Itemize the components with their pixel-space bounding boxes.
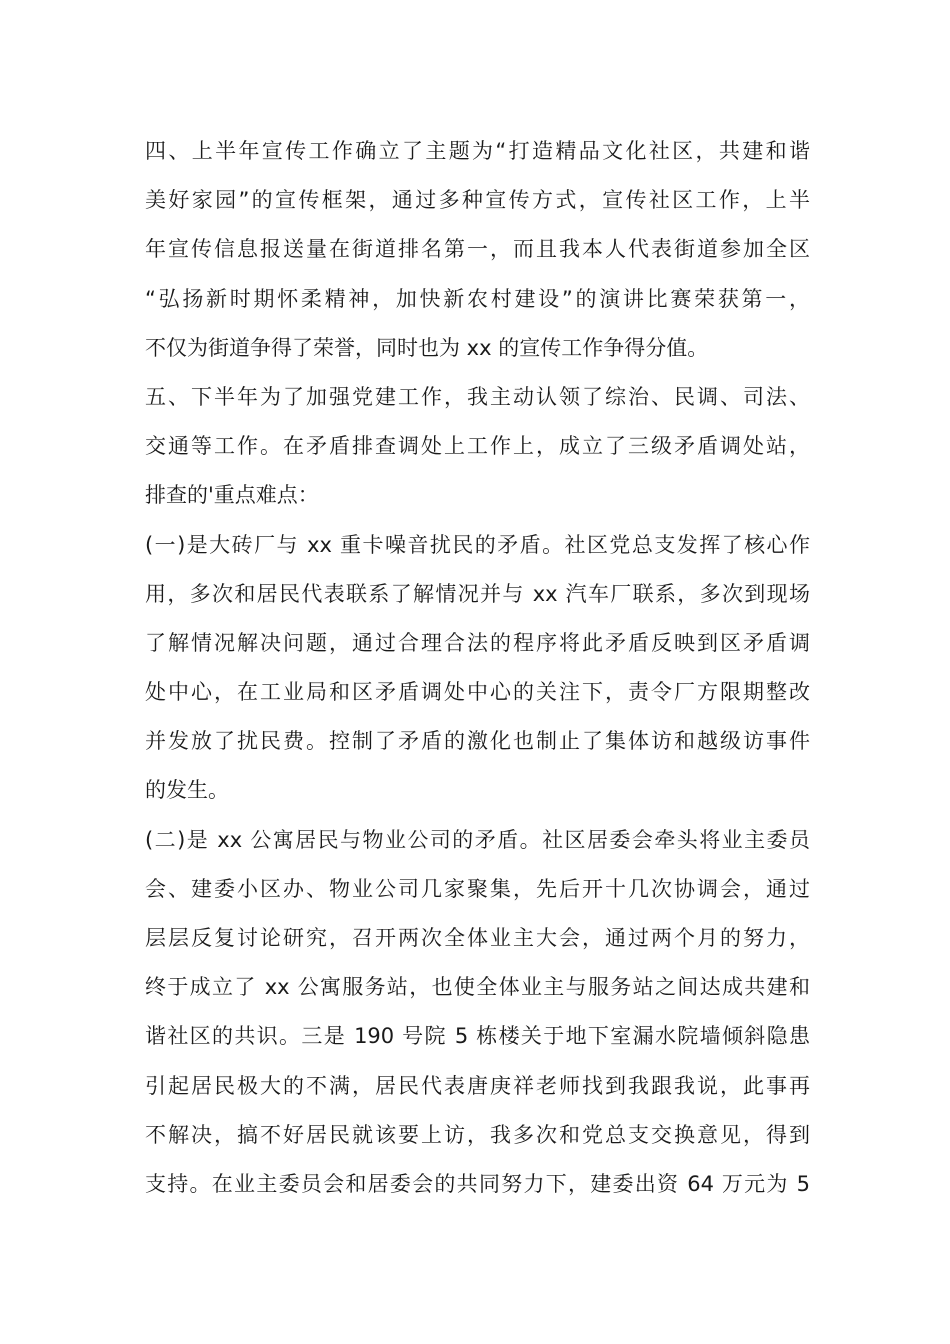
text-line: 用，多次和居民代表联系了解情况并与 xx 汽车厂联系，多次到现场	[145, 581, 810, 606]
text-line: 不仅为街道争得了荣誉，同时也为 xx 的宣传工作争得分值。	[145, 335, 709, 360]
text-line: 的发生。	[145, 778, 229, 803]
text-line: 五、下半年为了加强党建工作，我主动认领了综治、民调、司法、	[145, 384, 810, 409]
text-line: (二)是 xx 公寓居民与物业公司的矛盾。社区居委会牵头将业主委员	[145, 827, 810, 852]
text-line: (一)是大砖厂与 xx 重卡噪音扰民的矛盾。社区党总支发挥了核心作	[145, 532, 810, 557]
text-line: 层层反复讨论研究，召开两次全体业主大会，通过两个月的努力，	[145, 926, 810, 950]
document-body	[145, 127, 810, 1209]
text-line: 终于成立了 xx 公寓服务站，也使全体业主与服务站之间达成共建和	[145, 975, 810, 1000]
text-line: 谐社区的共识。三是 190 号院 5 栋楼关于地下室漏水院墙倾斜隐患	[145, 1024, 810, 1049]
text-line: 并发放了扰民费。控制了矛盾的激化也制止了集体访和越级访事件	[145, 729, 810, 754]
text-line: 交通等工作。在矛盾排查调处上工作上，成立了三级矛盾调处站，	[145, 434, 810, 459]
text-line: 支持。在业主委员会和居委会的共同努力下，建委出资 64 万元为 5	[145, 1171, 810, 1196]
text-line: 年宣传信息报送量在街道排名第一，而且我本人代表街道参加全区	[145, 237, 810, 262]
text-line: 了解情况解决问题，通过合理合法的程序将此矛盾反映到区矛盾调	[145, 630, 810, 655]
text-line: 美好家园”的宣传框架，通过多种宣传方式，宣传社区工作，上半	[145, 188, 810, 213]
text-line: 处中心，在工业局和区矛盾调处中心的关注下，责令厂方限期整改	[145, 680, 810, 705]
text-line: 四、上半年宣传工作确立了主题为“打造精品文化社区，共建和谐	[145, 139, 810, 163]
text-line: 不解决，搞不好居民就该要上访，我多次和党总支交换意见，得到	[145, 1122, 810, 1147]
text-line: 引起居民极大的不满，居民代表唐庚祥老师找到我跟我说，此事再	[145, 1073, 810, 1098]
text-line: 会、建委小区办、物业公司几家聚集，先后开十几次协调会，通过	[145, 876, 810, 901]
text-line: “弘扬新时期怀柔精神，加快新农村建设”的演讲比赛荣获第一，	[145, 286, 810, 311]
text-line: 排查的'重点难点：	[145, 483, 319, 508]
